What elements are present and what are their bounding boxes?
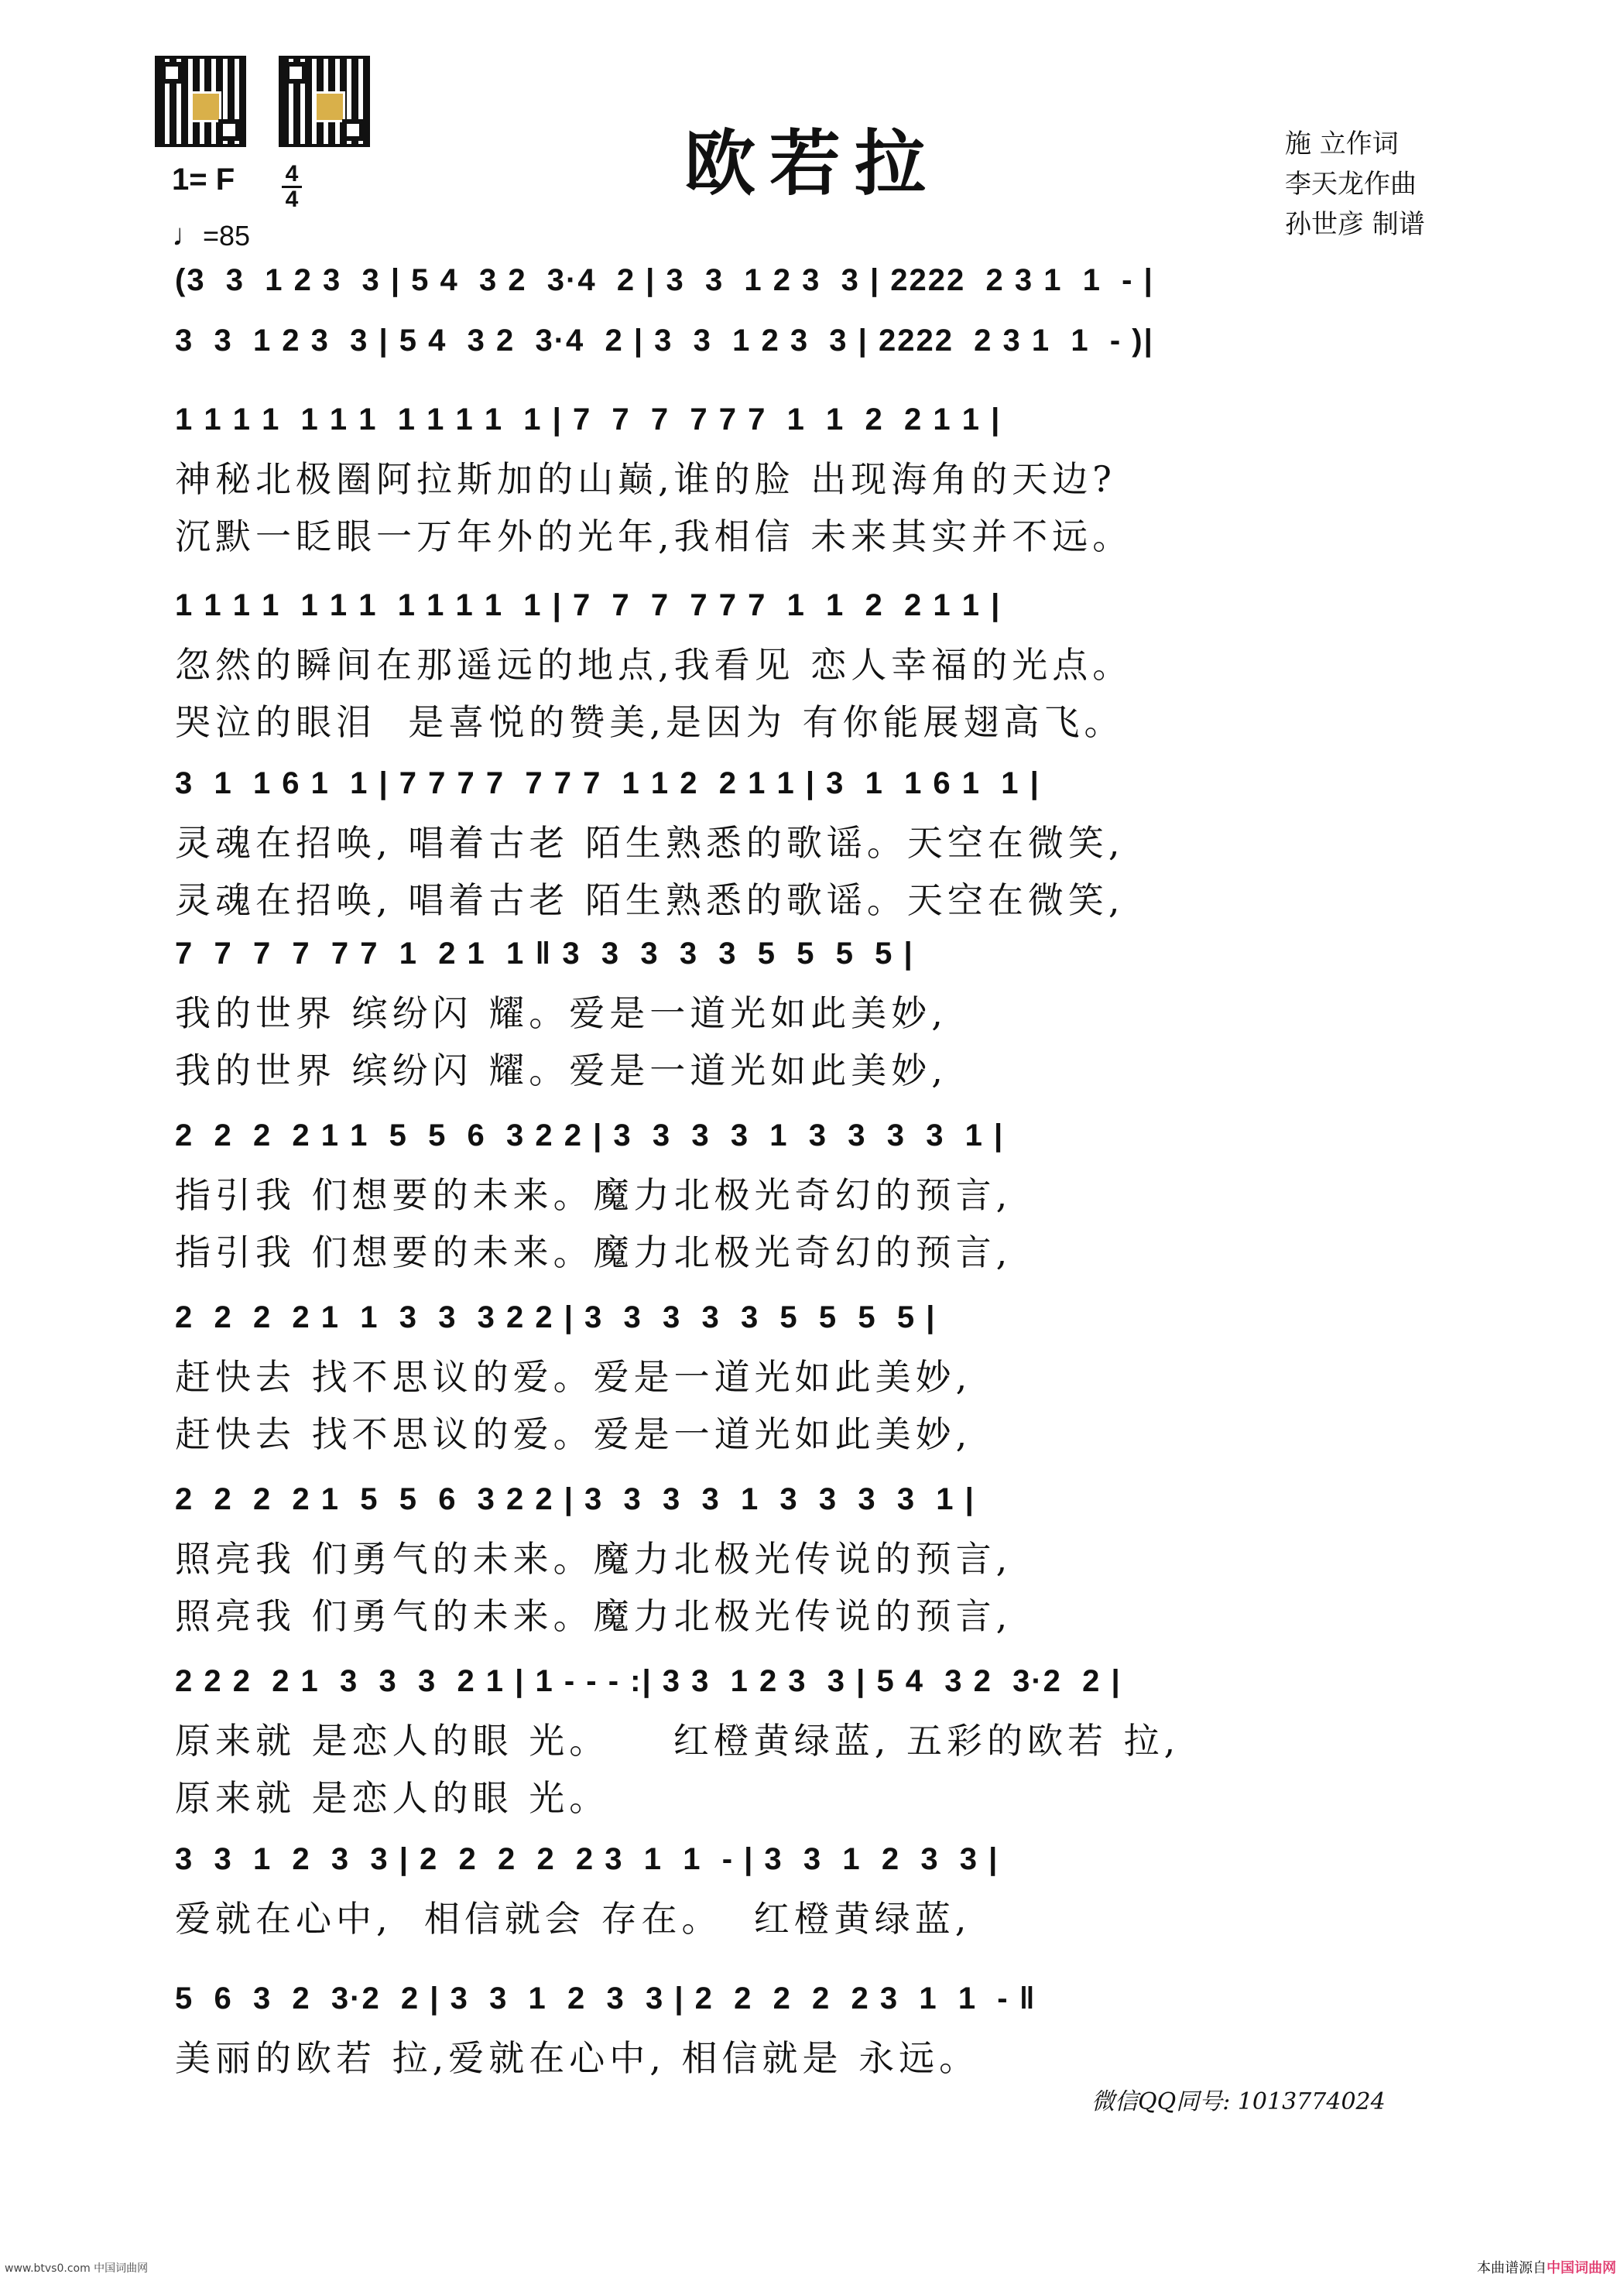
source-right xyxy=(1477,2257,1616,2277)
lyric-line: 照亮我 们勇气的未来。魔力北极光传说的预言, xyxy=(175,1595,1012,1637)
score-system xyxy=(175,1842,1483,1942)
score-system xyxy=(175,263,1483,298)
music-line: 3 1 1 6 1 1 | 7 7 7 7 7 7 7 1 1 2 2 1 1 | 3 1 1 6 1 1 | xyxy=(175,766,1040,800)
source-brand: 中国词曲网 xyxy=(1547,2260,1616,2276)
lyric-line: 爱就在心中, 相信就会 存在。 红橙黄绿蓝, xyxy=(175,1898,971,1940)
lyric-line: 赶快去 找不思议的爱。爱是一道光如此美妙, xyxy=(175,1356,972,1398)
song-title: 欧若拉 xyxy=(684,122,940,205)
music-line: (3 3 1 2 3 3 | 5 4 3 2 3·4 2 | 3 3 1 2 3 3 | 2222 2 3 1 1 - | xyxy=(175,263,1154,297)
music-line: 5 6 3 2 3·2 2 | 3 3 1 2 3 3 | 2 2 2 2 2 3 1 1 - ‖ xyxy=(175,1981,1036,2016)
score-system xyxy=(175,766,1483,923)
source-left: www.btvs0.com 中国词曲网 xyxy=(5,2262,149,2275)
lyric-line: 我的世界 缤纷闪 耀。爱是一道光如此美妙, xyxy=(175,992,947,1034)
time-bottom: 4 xyxy=(285,187,299,212)
tempo xyxy=(172,218,250,253)
lyric-line: 灵魂在招唤, 唱着古老 陌生熟悉的歌谣。天空在微笑, xyxy=(175,879,1125,921)
lyric-line: 赶快去 找不思议的爱。爱是一道光如此美妙, xyxy=(175,1413,972,1455)
lyric-line: 哭泣的眼泪 是喜悦的赞美,是因为 有你能展翅高飞。 xyxy=(175,701,1125,743)
score-system xyxy=(175,1664,1483,1821)
contact-info: 微信QQ同号: 1013774024 xyxy=(1091,2088,1386,2115)
lyric-line: 沉默一眨眼一万年外的光年,我相信 未来其实并不远。 xyxy=(175,515,1133,557)
score-system xyxy=(175,324,1483,358)
score-system xyxy=(175,588,1483,745)
arranger: 孙世彦 制谱 xyxy=(1285,209,1425,240)
quarter-note-icon: ♩ xyxy=(172,218,203,252)
key-signature: 1= F xyxy=(172,163,235,197)
music-line: 2 2 2 2 1 1 5 5 6 3 2 2 | 3 3 3 3 1 3 3 3 3 1 | xyxy=(175,1118,1005,1152)
lyric-line: 灵魂在招唤, 唱着古老 陌生熟悉的歌谣。天空在微笑, xyxy=(175,822,1125,864)
music-line: 3 3 1 2 3 3 | 2 2 2 2 2 3 1 1 - | 3 3 1 2 3 3 | xyxy=(175,1842,999,1876)
music-line: 2 2 2 2 1 3 3 3 2 1 | 1 - - - :| 3 3 1 2 3 3 | 5 4 3 2 3·2 2 | xyxy=(175,1664,1122,1698)
composer: 李天龙作曲 xyxy=(1285,169,1417,200)
credits xyxy=(1285,124,1425,245)
lyric-line: 指引我 们想要的未来。魔力北极光奇幻的预言, xyxy=(175,1174,1012,1216)
music-line: 7 7 7 7 7 7 1 2 1 1 ‖ 3 3 3 3 3 5 5 5 5 | xyxy=(175,937,914,971)
source-prefix: 本曲谱源自 xyxy=(1477,2260,1547,2276)
music-line: 2 2 2 2 1 5 5 6 3 2 2 | 3 3 3 3 1 3 3 3 3 1 | xyxy=(175,1482,975,1516)
score-system xyxy=(175,1300,1483,1457)
lyric-line: 忽然的瞬间在那遥远的地点,我看见 恋人幸福的光点。 xyxy=(175,644,1133,686)
score-system xyxy=(175,937,1483,1094)
time-top: 4 xyxy=(285,161,299,187)
time-signature xyxy=(282,163,302,211)
music-line: 1 1 1 1 1 1 1 1 1 1 1 1 | 7 7 7 7 7 7 1 1 2 2 1 1 | xyxy=(175,402,1002,437)
lyric-line: 美丽的欧若 拉,爱就在心中, 相信就是 永远。 xyxy=(175,2037,980,2079)
lyric-line: 照亮我 们勇气的未来。魔力北极光传说的预言, xyxy=(175,1538,1012,1580)
lyric-line: 原来就 是恋人的眼 光。 xyxy=(175,1777,610,1819)
lyricist: 施 立作词 xyxy=(1285,128,1399,159)
tempo-value: =85 xyxy=(203,220,251,252)
lyric-line: 指引我 们想要的未来。魔力北极光奇幻的预言, xyxy=(175,1231,1012,1273)
score-system xyxy=(175,1981,1483,2081)
music-line: 2 2 2 2 1 1 3 3 3 2 2 | 3 3 3 3 3 5 5 5 5 | xyxy=(175,1300,937,1334)
music-line: 1 1 1 1 1 1 1 1 1 1 1 1 | 7 7 7 7 7 7 1 1 2 2 1 1 | xyxy=(175,588,1002,622)
music-line: 3 3 1 2 3 3 | 5 4 3 2 3·4 2 | 3 3 1 2 3 3 | 2222 2 3 1 1 - )| xyxy=(175,324,1154,358)
lyric-line: 神秘北极圈阿拉斯加的山巅,谁的脸 出现海角的天边? xyxy=(175,458,1116,500)
score-system xyxy=(175,1118,1483,1276)
lyric-line: 我的世界 缤纷闪 耀。爱是一道光如此美妙, xyxy=(175,1050,947,1091)
score-system xyxy=(175,1482,1483,1639)
score-system xyxy=(175,402,1483,560)
lyric-line: 原来就 是恋人的眼 光。 红橙黄绿蓝, 五彩的欧若 拉, xyxy=(175,1720,1180,1762)
